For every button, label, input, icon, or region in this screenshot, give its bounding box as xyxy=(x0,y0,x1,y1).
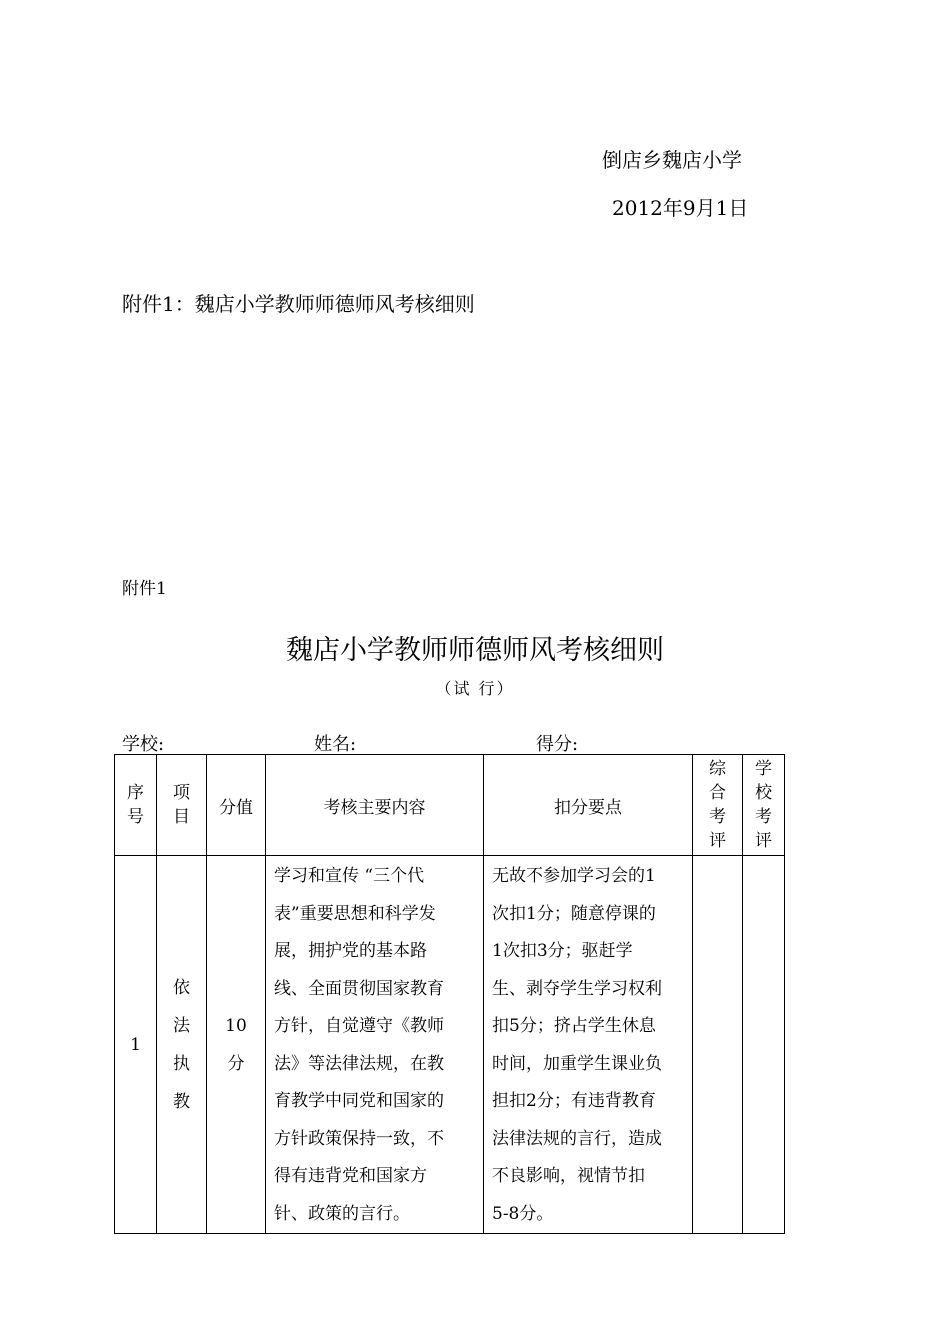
content-line: 法》等法律法规，在教 xyxy=(274,1053,444,1074)
row-school-eval xyxy=(743,856,785,1234)
header-overall-eval: 综合考评 xyxy=(693,755,743,856)
row-overall-eval xyxy=(693,856,743,1234)
document-subtitle: （试 行） xyxy=(435,679,515,698)
school-field-label: 学校: xyxy=(122,734,165,755)
deduction-line: 1次扣3分；驱赶学 xyxy=(492,941,633,961)
deduction-line: 无故不参加学习会的1 xyxy=(492,866,656,886)
content-line: 针、政策的言行。 xyxy=(274,1203,410,1224)
attachment-label: 附件1 xyxy=(122,579,167,599)
row-points: 10分 xyxy=(207,856,266,1234)
row-deduction xyxy=(484,856,693,1234)
content-line: 展，拥护党的基本路 xyxy=(274,941,427,961)
issuing-organization: 倒店乡魏店小学 xyxy=(602,148,742,172)
header-points: 分值 xyxy=(207,755,266,856)
content-line: 得有违背党和国家方 xyxy=(274,1166,427,1186)
header-deduction: 扣分要点 xyxy=(484,755,693,856)
header-seq: 序号 xyxy=(115,755,157,856)
row-item: 依法执教 xyxy=(157,856,207,1234)
deduction-line: 生、剥夺学生学习权利 xyxy=(492,978,662,999)
issue-date: 2012年9月1日 xyxy=(612,196,749,220)
header-item: 项目 xyxy=(157,755,207,856)
attachment-reference: 附件1：魏店小学教师师德师风考核细则 xyxy=(122,292,475,316)
score-field-label: 得分: xyxy=(536,734,579,755)
document-title: 魏店小学教师师德师风考核细则 xyxy=(286,635,664,666)
content-line: 育教学中同党和国家的 xyxy=(274,1091,444,1111)
deduction-line: 时间，加重学生课业负 xyxy=(492,1053,662,1074)
table-header-row xyxy=(115,755,785,856)
deduction-line: 扣5分；挤占学生休息 xyxy=(492,1016,656,1036)
content-line: 表”重要思想和科学发 xyxy=(274,903,436,924)
row-content xyxy=(266,856,484,1234)
content-line: 线、全面贯彻国家教育 xyxy=(274,978,444,999)
name-field-label: 姓名: xyxy=(314,734,357,755)
content-line: 学习和宣传 “三个代 xyxy=(274,866,425,886)
deduction-line: 次扣1分；随意停课的 xyxy=(492,903,656,924)
row-seq: 1 xyxy=(115,856,157,1234)
table-row xyxy=(115,856,785,1234)
content-line: 方针政策保持一致，不 xyxy=(274,1128,444,1149)
deduction-line: 担扣2分；有违背教育 xyxy=(492,1091,656,1111)
assessment-table xyxy=(114,754,785,1234)
deduction-line: 不良影响，视情节扣 xyxy=(492,1166,645,1186)
deduction-line: 5-8分。 xyxy=(492,1203,554,1224)
header-content: 考核主要内容 xyxy=(266,755,484,856)
header-school-eval: 学校考评 xyxy=(743,755,785,856)
content-line: 方针，自觉遵守《教师 xyxy=(274,1016,444,1036)
deduction-line: 法律法规的言行，造成 xyxy=(492,1128,662,1149)
